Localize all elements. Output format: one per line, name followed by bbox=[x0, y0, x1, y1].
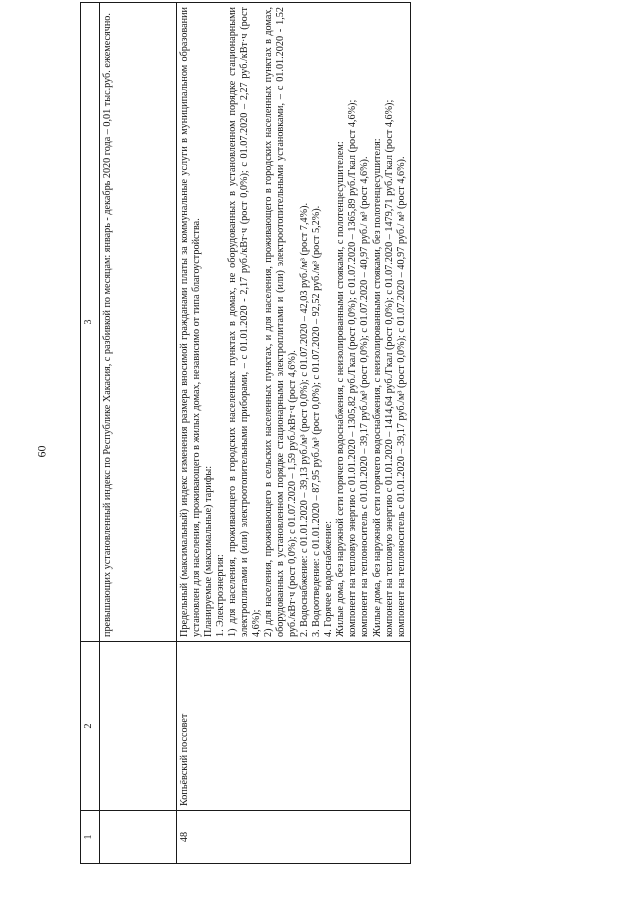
table-header-row bbox=[81, 3, 100, 864]
header-col-3: 3 bbox=[81, 3, 100, 642]
cell-settlement bbox=[100, 642, 177, 811]
text-line: Планируемые (максимальные) тарифы: bbox=[203, 465, 215, 637]
text-line: 1. Электроэнергия: bbox=[215, 554, 227, 637]
text-line: компонент на теплоноситель с 01.01.2020 – 39,17 руб./м³ (рост 0,0%); с 01.07.2020 – 40,97 руб./ м³ (рост 4,6%). bbox=[395, 156, 407, 637]
text-line: компонент на тепловую энергию с 01.01.2020 – 1305,82 руб./Гкал (рост 0,0%); с 01.07.2020 – 1365,89 руб./Гкал (рост 4,6%); bbox=[347, 99, 359, 637]
cell-tariffs bbox=[177, 3, 411, 642]
cell-settlement: Копьёвский поссовет bbox=[177, 642, 411, 811]
text-line: 2) для населения, проживающего в сельских населенных пунктах, и для населения, проживающего в городских населенных пунктах в домах, оборудованных в установленном порядке стационарными электроплитами и (или) электроотопительными установками, – с 01.01.2020 - 1,52 руб./кВт·ч (рост 0,0%); с 01.07.2020 – 1,59 руб./кВт·ч (рост 4,6%). bbox=[263, 7, 299, 637]
text-line: 4. Горячее водоснабжение: bbox=[323, 521, 335, 637]
tariff-table bbox=[80, 2, 411, 864]
text-line: 1) для населения, проживающего в городских населенных пунктах в домах, не оборудованных в установленном порядке стационарными электроплитами и (или) электроотопительными приборами, – с 01.01.2020 - 2,17 руб./кВт·ч (рост 0,0%); с 01.07.2020 – 2,27 руб./кВт·ч (рост 4,6%); bbox=[227, 7, 263, 637]
text-line: Жилые дома, без наружной сети горячего водоснабжения, с неизолированными стояками, без полотенцесушителя: bbox=[371, 138, 383, 637]
cell-description: превышающих установленный индекс по Республике Хакасия, с разбивкой по месяцам: январь - декабрь 2020 года – 0,01 тыс.руб. ежемесячно. bbox=[100, 3, 177, 642]
rotated-page-content bbox=[80, 7, 578, 864]
cell-num: 48 bbox=[177, 811, 411, 864]
text-line: Предельный (максимальный) индекс изменения размера вносимой гражданами платы за коммунальные услуги в муниципальном образовании установлен для населения, проживающего в жилых домах, независимо от типа благоустройства. bbox=[179, 7, 203, 637]
text-line: Жилые дома, без наружной сети горячего водоснабжения, с неизолированными стояками, с полотенцесушителем: bbox=[335, 141, 347, 637]
table-row-48 bbox=[177, 3, 411, 864]
header-col-1: 1 bbox=[81, 811, 100, 864]
text-line: компонент на тепловую энергию с 01.01.2020 – 1414,64 руб./Гкал (рост 0,0%); с 01.07.2020 – 1479,71 руб./Гкал (рост 4,6%); bbox=[383, 99, 395, 637]
table-row-continuation bbox=[100, 3, 177, 864]
text-line: компонент на теплоноситель с 01.01.2020 – 39,17 руб./м³ (рост 0,0%); с 01.07.2020 – 40,97 руб./ м³ (рост 4,6%). bbox=[359, 156, 371, 637]
text-line: 3. Водоотведение: с 01.01.2020 – 87,95 руб./м³ (рост 0,0%); с 01.07.2020 – 92,52 руб./м³ (рост 5,2%). bbox=[311, 205, 323, 637]
header-col-2: 2 bbox=[81, 642, 100, 811]
cell-num bbox=[100, 811, 177, 864]
page-number: 60 bbox=[34, 445, 49, 458]
text-line: 2. Водоснабжение: с 01.01.2020 – 39,13 руб./м³ (рост 0,0%); с 01.07.2020 – 42,03 руб./м³ (рост 7,4%). bbox=[299, 202, 311, 637]
